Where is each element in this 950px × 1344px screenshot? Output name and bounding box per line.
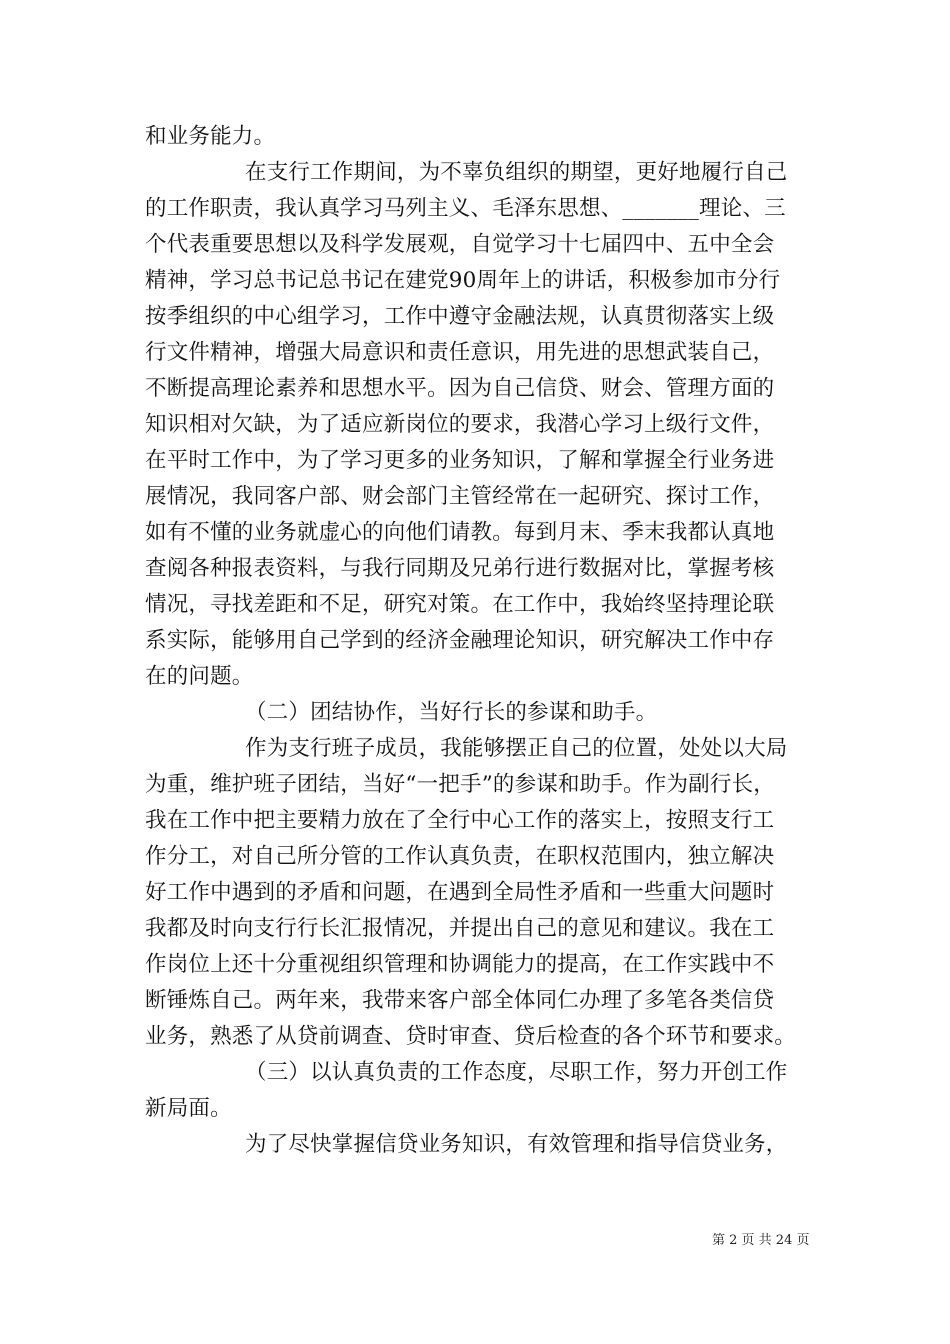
text-line: 行文件精神，增强大局意识和责任意识，用先进的思想武装自己， bbox=[145, 340, 775, 365]
text-line: 作岗位上还十分重视组织管理和协调能力的提高，在工作实践中不 bbox=[145, 952, 775, 977]
text-line: 不断提高理论素养和思想水平。因为自己信贷、财会、管理方面的 bbox=[145, 376, 775, 401]
text-line: 个代表重要思想以及科学发展观，自觉学习十七届四中、五中全会 bbox=[145, 232, 775, 257]
page-number-footer: 第 2 页 共 24 页 bbox=[712, 1233, 810, 1248]
text-line: 展情况，我同客户部、财会部门主管经常在一起研究、探讨工作， bbox=[145, 484, 775, 509]
text-line: 按季组织的中心组学习，工作中遵守金融法规，认真贯彻落实上级 bbox=[145, 304, 775, 329]
text-line: 作为支行班子成员，我能够摆正自己的位置，处处以大局 bbox=[245, 736, 788, 761]
text-line: 在支行工作期间，为不辜负组织的期望，更好地履行自己 bbox=[245, 160, 788, 185]
text-line: 在平时工作中，为了学习更多的业务知识，了解和掌握全行业务进 bbox=[145, 448, 775, 473]
text-line: 情况，寻找差距和不足，研究对策。在工作中，我始终坚持理论联 bbox=[145, 592, 775, 617]
text-line: 查阅各种报表资料，与我行同期及兄弟行进行数据对比，掌握考核 bbox=[145, 556, 775, 581]
text-line: 如有不懂的业务就虚心的向他们请教。每到月末、季末我都认真地 bbox=[145, 520, 775, 545]
text-line: 在的问题。 bbox=[145, 664, 254, 689]
text-line: 精神，学习总书记总书记在建党90周年上的讲话，积极参加市分行 bbox=[145, 268, 781, 293]
text-line: 业务，熟悉了从贷前调查、贷时审查、贷后检查的各个环节和要求。 bbox=[145, 1024, 797, 1049]
text-line: 知识相对欠缺，为了适应新岗位的要求，我潜心学习上级行文件， bbox=[145, 412, 775, 437]
text-line: 我都及时向支行行长汇报情况，并提出自己的意见和建议。我在工 bbox=[145, 916, 775, 941]
text-line: 好工作中遇到的矛盾和问题，在遇到全局性矛盾和一些重大问题时 bbox=[145, 880, 775, 905]
text-line: 为重，维护班子团结，当好“一把手”的参谋和助手。作为副行长， bbox=[145, 772, 775, 797]
text-line: 系实际，能够用自己学到的经济金融理论知识，研究解决工作中存 bbox=[145, 628, 775, 653]
text-line: 新局面。 bbox=[145, 1096, 232, 1121]
text-line: 断锤炼自己。两年来，我带来客户部全体同仁办理了多笔各类信贷 bbox=[145, 988, 775, 1013]
text-line: 和业务能力。 bbox=[145, 124, 276, 149]
section-heading: （二）团结协作，当好行长的参谋和助手。 bbox=[245, 700, 658, 725]
text-line: 为了尽快掌握信贷业务知识，有效管理和指导信贷业务， bbox=[245, 1132, 788, 1157]
text-line: 我在工作中把主要精力放在了全行中心工作的落实上，按照支行工 bbox=[145, 808, 775, 833]
text-line: 作分工，对自己所分管的工作认真负责，在职权范围内，独立解决 bbox=[145, 844, 775, 869]
text-line: 的工作职责，我认真学习马列主义、毛泽东思想、_______理论、三 bbox=[145, 196, 786, 221]
section-heading: （三）以认真负责的工作态度，尽职工作，努力开创工作 bbox=[245, 1060, 788, 1085]
